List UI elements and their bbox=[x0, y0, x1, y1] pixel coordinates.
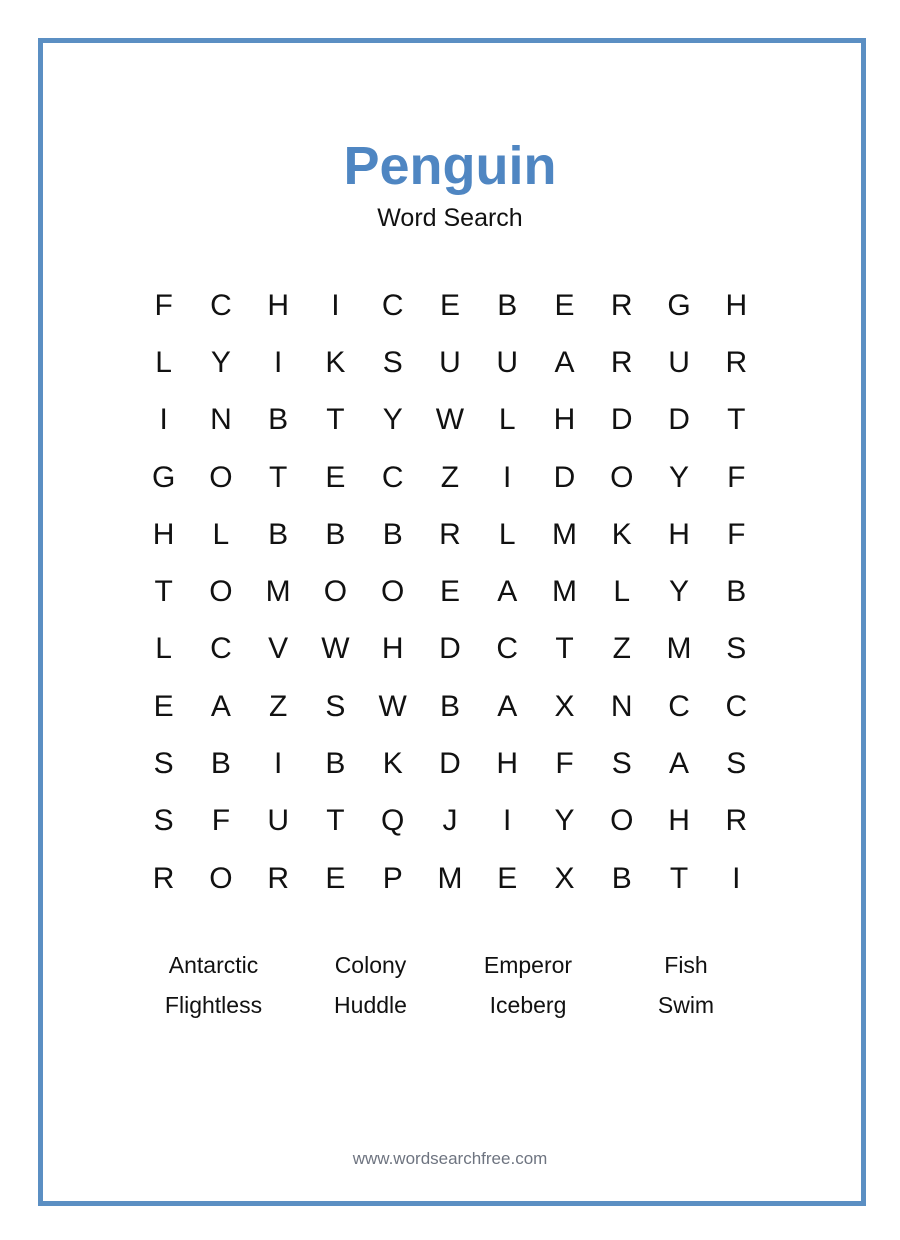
grid-cell[interactable]: I bbox=[503, 460, 512, 494]
grid-cell[interactable]: Y bbox=[669, 460, 690, 494]
grid-cell[interactable]: T bbox=[269, 460, 288, 494]
grid-cell[interactable]: Y bbox=[554, 804, 575, 838]
grid-cell[interactable]: F bbox=[154, 288, 173, 322]
puzzle-subtitle: Word Search bbox=[377, 204, 523, 232]
grid-cell[interactable]: H bbox=[267, 288, 289, 322]
grid-cell[interactable]: R bbox=[610, 345, 633, 379]
grid-cell[interactable]: L bbox=[613, 575, 631, 609]
grid-cell[interactable]: H bbox=[553, 403, 576, 437]
grid-cell[interactable]: X bbox=[554, 689, 575, 723]
grid-cell[interactable]: B bbox=[726, 575, 747, 609]
grid-cell[interactable]: B bbox=[497, 288, 518, 322]
grid-cell[interactable]: N bbox=[210, 403, 232, 437]
grid-cell[interactable]: O bbox=[209, 575, 233, 609]
grid-row bbox=[135, 678, 765, 735]
grid-cell[interactable]: D bbox=[439, 632, 461, 666]
grid-cell[interactable]: G bbox=[667, 288, 691, 322]
grid-cell[interactable]: I bbox=[159, 403, 168, 437]
grid-cell[interactable]: T bbox=[154, 575, 173, 609]
grid-cell[interactable]: B bbox=[325, 747, 346, 781]
grid-row bbox=[135, 793, 765, 850]
grid-cell[interactable]: U bbox=[267, 804, 289, 838]
grid-cell[interactable]: E bbox=[439, 288, 460, 322]
grid-cell[interactable]: D bbox=[668, 403, 690, 437]
grid-cell[interactable]: T bbox=[326, 403, 345, 437]
grid-cell[interactable]: T bbox=[555, 632, 574, 666]
grid-cell[interactable]: F bbox=[727, 517, 746, 551]
grid-cell[interactable]: E bbox=[325, 460, 346, 494]
grid-cell[interactable]: D bbox=[553, 460, 576, 494]
grid-cell[interactable]: A bbox=[210, 689, 231, 723]
grid-cell[interactable]: C bbox=[725, 689, 748, 723]
grid-cell[interactable]: O bbox=[610, 460, 634, 494]
grid-cell[interactable]: T bbox=[326, 804, 345, 838]
grid-cell[interactable]: F bbox=[555, 747, 574, 781]
grid-cell[interactable]: B bbox=[268, 517, 289, 551]
grid-cell[interactable]: M bbox=[551, 575, 577, 609]
word-list-item: Swim bbox=[657, 992, 715, 1018]
grid-row bbox=[135, 334, 765, 391]
grid-cell[interactable]: B bbox=[325, 517, 346, 551]
grid-cell[interactable]: O bbox=[381, 575, 405, 609]
grid-cell[interactable]: F bbox=[211, 804, 231, 838]
grid-cell[interactable]: L bbox=[155, 632, 172, 666]
grid-cell[interactable]: E bbox=[439, 575, 460, 609]
grid-cell[interactable]: C bbox=[210, 632, 232, 666]
grid-cell[interactable]: T bbox=[727, 403, 746, 437]
grid-cell[interactable]: I bbox=[732, 861, 741, 895]
grid-cell[interactable]: L bbox=[498, 403, 516, 437]
grid-cell[interactable]: Z bbox=[269, 689, 288, 723]
grid-cell[interactable]: S bbox=[382, 345, 403, 379]
grid-cell[interactable]: H bbox=[152, 517, 175, 551]
word-list-item: Flightless bbox=[164, 992, 263, 1018]
grid-cell[interactable]: K bbox=[611, 517, 632, 551]
grid-cell[interactable]: Z bbox=[440, 460, 460, 494]
grid-cell[interactable]: B bbox=[439, 689, 460, 723]
grid-cell[interactable]: N bbox=[610, 689, 633, 723]
grid-cell[interactable]: H bbox=[725, 288, 748, 322]
grid-row bbox=[135, 850, 765, 907]
grid-cell[interactable]: S bbox=[726, 747, 747, 781]
grid-cell[interactable]: I bbox=[273, 747, 283, 781]
grid-cell[interactable]: M bbox=[666, 632, 692, 666]
grid-cell[interactable]: S bbox=[153, 804, 174, 838]
grid-row bbox=[135, 449, 765, 506]
grid-cell[interactable]: Q bbox=[381, 804, 405, 838]
grid-cell[interactable]: C bbox=[496, 632, 519, 666]
grid-cell[interactable]: R bbox=[152, 861, 175, 895]
grid-cell[interactable]: E bbox=[497, 861, 518, 895]
grid-cell[interactable]: E bbox=[554, 288, 575, 322]
grid-cell[interactable]: E bbox=[325, 861, 346, 895]
grid-cell[interactable]: R bbox=[725, 345, 748, 379]
word-list-item: Emperor bbox=[483, 952, 573, 978]
grid-cell[interactable]: A bbox=[669, 747, 690, 781]
grid-cell[interactable]: S bbox=[153, 747, 174, 781]
grid-cell[interactable]: Z bbox=[612, 632, 631, 666]
grid-cell[interactable]: I bbox=[273, 345, 283, 379]
grid-cell[interactable]: C bbox=[381, 460, 404, 494]
grid-cell[interactable]: H bbox=[496, 747, 519, 781]
grid-cell[interactable]: M bbox=[265, 575, 291, 609]
grid-cell[interactable]: A bbox=[497, 689, 518, 723]
grid-cell[interactable]: W bbox=[321, 632, 350, 666]
grid-cell[interactable]: T bbox=[669, 861, 689, 895]
grid-cell[interactable]: B bbox=[382, 517, 403, 551]
grid-cell[interactable]: S bbox=[611, 747, 632, 781]
word-list-item: Colony bbox=[334, 952, 407, 978]
grid-row bbox=[135, 392, 765, 449]
grid-cell[interactable]: A bbox=[554, 345, 575, 379]
grid-cell[interactable]: M bbox=[437, 861, 463, 895]
grid-cell[interactable]: H bbox=[381, 632, 404, 666]
grid-cell[interactable]: U bbox=[439, 345, 461, 379]
grid-cell[interactable]: K bbox=[325, 345, 346, 379]
grid-cell[interactable]: C bbox=[381, 288, 404, 322]
grid-cell[interactable]: M bbox=[551, 517, 577, 551]
grid-cell[interactable]: W bbox=[435, 403, 465, 437]
grid-row bbox=[135, 563, 765, 620]
word-list-item: Huddle bbox=[334, 992, 407, 1018]
grid-cell[interactable]: L bbox=[498, 517, 516, 551]
word-list bbox=[135, 950, 765, 1020]
grid-cell[interactable]: G bbox=[151, 460, 176, 494]
grid-cell[interactable]: U bbox=[496, 345, 519, 379]
grid-cell[interactable]: H bbox=[668, 804, 690, 838]
letter-grid bbox=[135, 277, 765, 907]
word-list-item: Antarctic bbox=[168, 952, 259, 978]
grid-cell[interactable]: U bbox=[668, 345, 690, 379]
grid-cell[interactable]: K bbox=[382, 747, 403, 781]
grid-cell[interactable]: V bbox=[268, 632, 289, 666]
grid-cell[interactable]: C bbox=[668, 689, 690, 723]
grid-cell[interactable]: D bbox=[439, 747, 461, 781]
grid-row bbox=[135, 735, 765, 792]
grid-cell[interactable]: J bbox=[442, 804, 458, 838]
grid-cell[interactable]: O bbox=[323, 575, 348, 609]
grid-row bbox=[135, 277, 765, 334]
grid-cell[interactable]: Y bbox=[210, 345, 231, 379]
grid-cell[interactable]: S bbox=[325, 689, 346, 723]
grid-cell[interactable]: E bbox=[153, 689, 174, 723]
grid-cell[interactable]: H bbox=[668, 517, 690, 551]
grid-cell[interactable]: D bbox=[610, 403, 633, 437]
grid-cell[interactable]: O bbox=[209, 460, 233, 494]
grid-cell[interactable]: O bbox=[209, 861, 233, 895]
grid-cell[interactable]: B bbox=[611, 861, 632, 895]
grid-cell[interactable]: S bbox=[726, 632, 747, 666]
grid-row bbox=[135, 506, 765, 563]
grid-cell[interactable]: B bbox=[268, 403, 289, 437]
puzzle-title: Penguin bbox=[343, 136, 557, 196]
grid-cell[interactable]: I bbox=[331, 288, 340, 322]
grid-cell[interactable]: Y bbox=[669, 575, 690, 609]
grid-cell[interactable]: R bbox=[439, 517, 461, 551]
grid-cell[interactable]: Y bbox=[382, 403, 403, 437]
grid-cell[interactable]: R bbox=[267, 861, 289, 895]
grid-cell[interactable]: I bbox=[503, 804, 512, 838]
grid-cell[interactable]: L bbox=[155, 345, 172, 379]
grid-cell[interactable]: P bbox=[382, 861, 403, 895]
grid-cell[interactable]: A bbox=[497, 575, 518, 609]
grid-cell[interactable]: B bbox=[210, 747, 231, 781]
grid-cell[interactable]: R bbox=[725, 804, 748, 838]
grid-cell[interactable]: R bbox=[610, 288, 633, 322]
word-list-item: Iceberg bbox=[489, 992, 567, 1018]
word-list-item: Fish bbox=[664, 952, 708, 978]
grid-cell[interactable]: W bbox=[378, 689, 407, 723]
grid-cell[interactable]: X bbox=[554, 861, 575, 895]
footer-url: www.wordsearchfree.com bbox=[352, 1149, 548, 1168]
grid-cell[interactable]: F bbox=[727, 460, 746, 494]
grid-cell[interactable]: L bbox=[212, 517, 230, 551]
grid-cell[interactable]: O bbox=[610, 804, 634, 838]
grid-cell[interactable]: C bbox=[210, 288, 232, 322]
grid-row bbox=[135, 621, 765, 678]
